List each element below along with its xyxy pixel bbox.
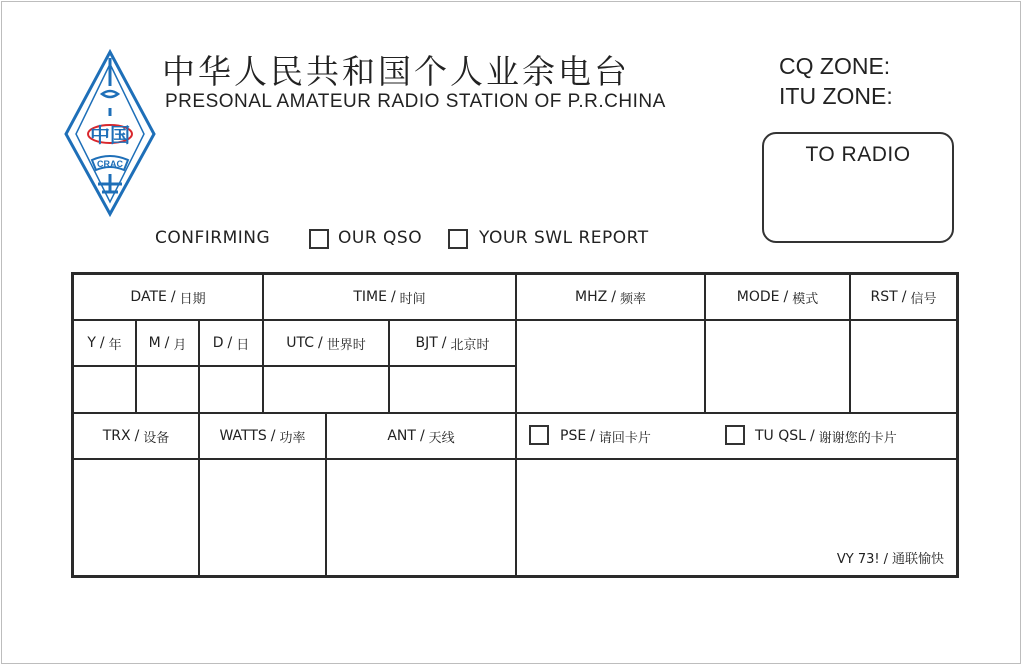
to-radio-box[interactable] [762, 132, 954, 243]
crac-logo [62, 48, 158, 218]
year-header: Y / 年 [87, 335, 122, 353]
day-header: D / 日 [212, 335, 250, 353]
title-english: PRESONAL AMATEUR RADIO STATION OF P.R.CHINA [165, 91, 666, 112]
mode-header: MODE / 模式 [736, 289, 819, 307]
date-header: DATE / 日期 [130, 289, 206, 307]
cq-zone-label: CQ ZONE: [779, 53, 891, 79]
trx-header: TRX / 设备 [102, 428, 170, 446]
title-chinese: 中华人民共和国个人业余电台 [162, 52, 630, 91]
confirming-label: CONFIRMING [155, 228, 271, 248]
logo-text-crac: CRAC [97, 159, 123, 169]
swl-report-label: YOUR SWL REPORT [479, 228, 649, 248]
pse-checkbox[interactable] [529, 425, 549, 445]
pse-label: PSE / 请回卡片 [560, 428, 651, 446]
mhz-header: MHZ / 频率 [575, 289, 646, 307]
to-radio-label: TO RADIO [805, 143, 911, 166]
logo-text-cn: 中国 [90, 123, 130, 147]
qso-log-table [71, 272, 959, 578]
time-header: TIME / 时间 [353, 289, 426, 307]
month-header: M / 月 [148, 335, 187, 353]
utc-header: UTC / 世界时 [286, 335, 366, 353]
swl-report-checkbox[interactable] [448, 229, 468, 249]
rst-header: RST / 信号 [870, 289, 937, 307]
watts-header: WATTS / 功率 [219, 428, 306, 446]
closing-greeting: VY 73! / 通联愉快 [836, 552, 944, 567]
tu-qsl-checkbox[interactable] [725, 425, 745, 445]
our-qso-label: OUR QSO [338, 228, 423, 248]
ant-header: ANT / 天线 [387, 428, 455, 446]
our-qso-checkbox[interactable] [309, 229, 329, 249]
bjt-header: BJT / 北京时 [415, 335, 490, 353]
itu-zone-label: ITU ZONE: [779, 83, 893, 109]
tu-qsl-label: TU QSL / 谢谢您的卡片 [755, 428, 897, 446]
